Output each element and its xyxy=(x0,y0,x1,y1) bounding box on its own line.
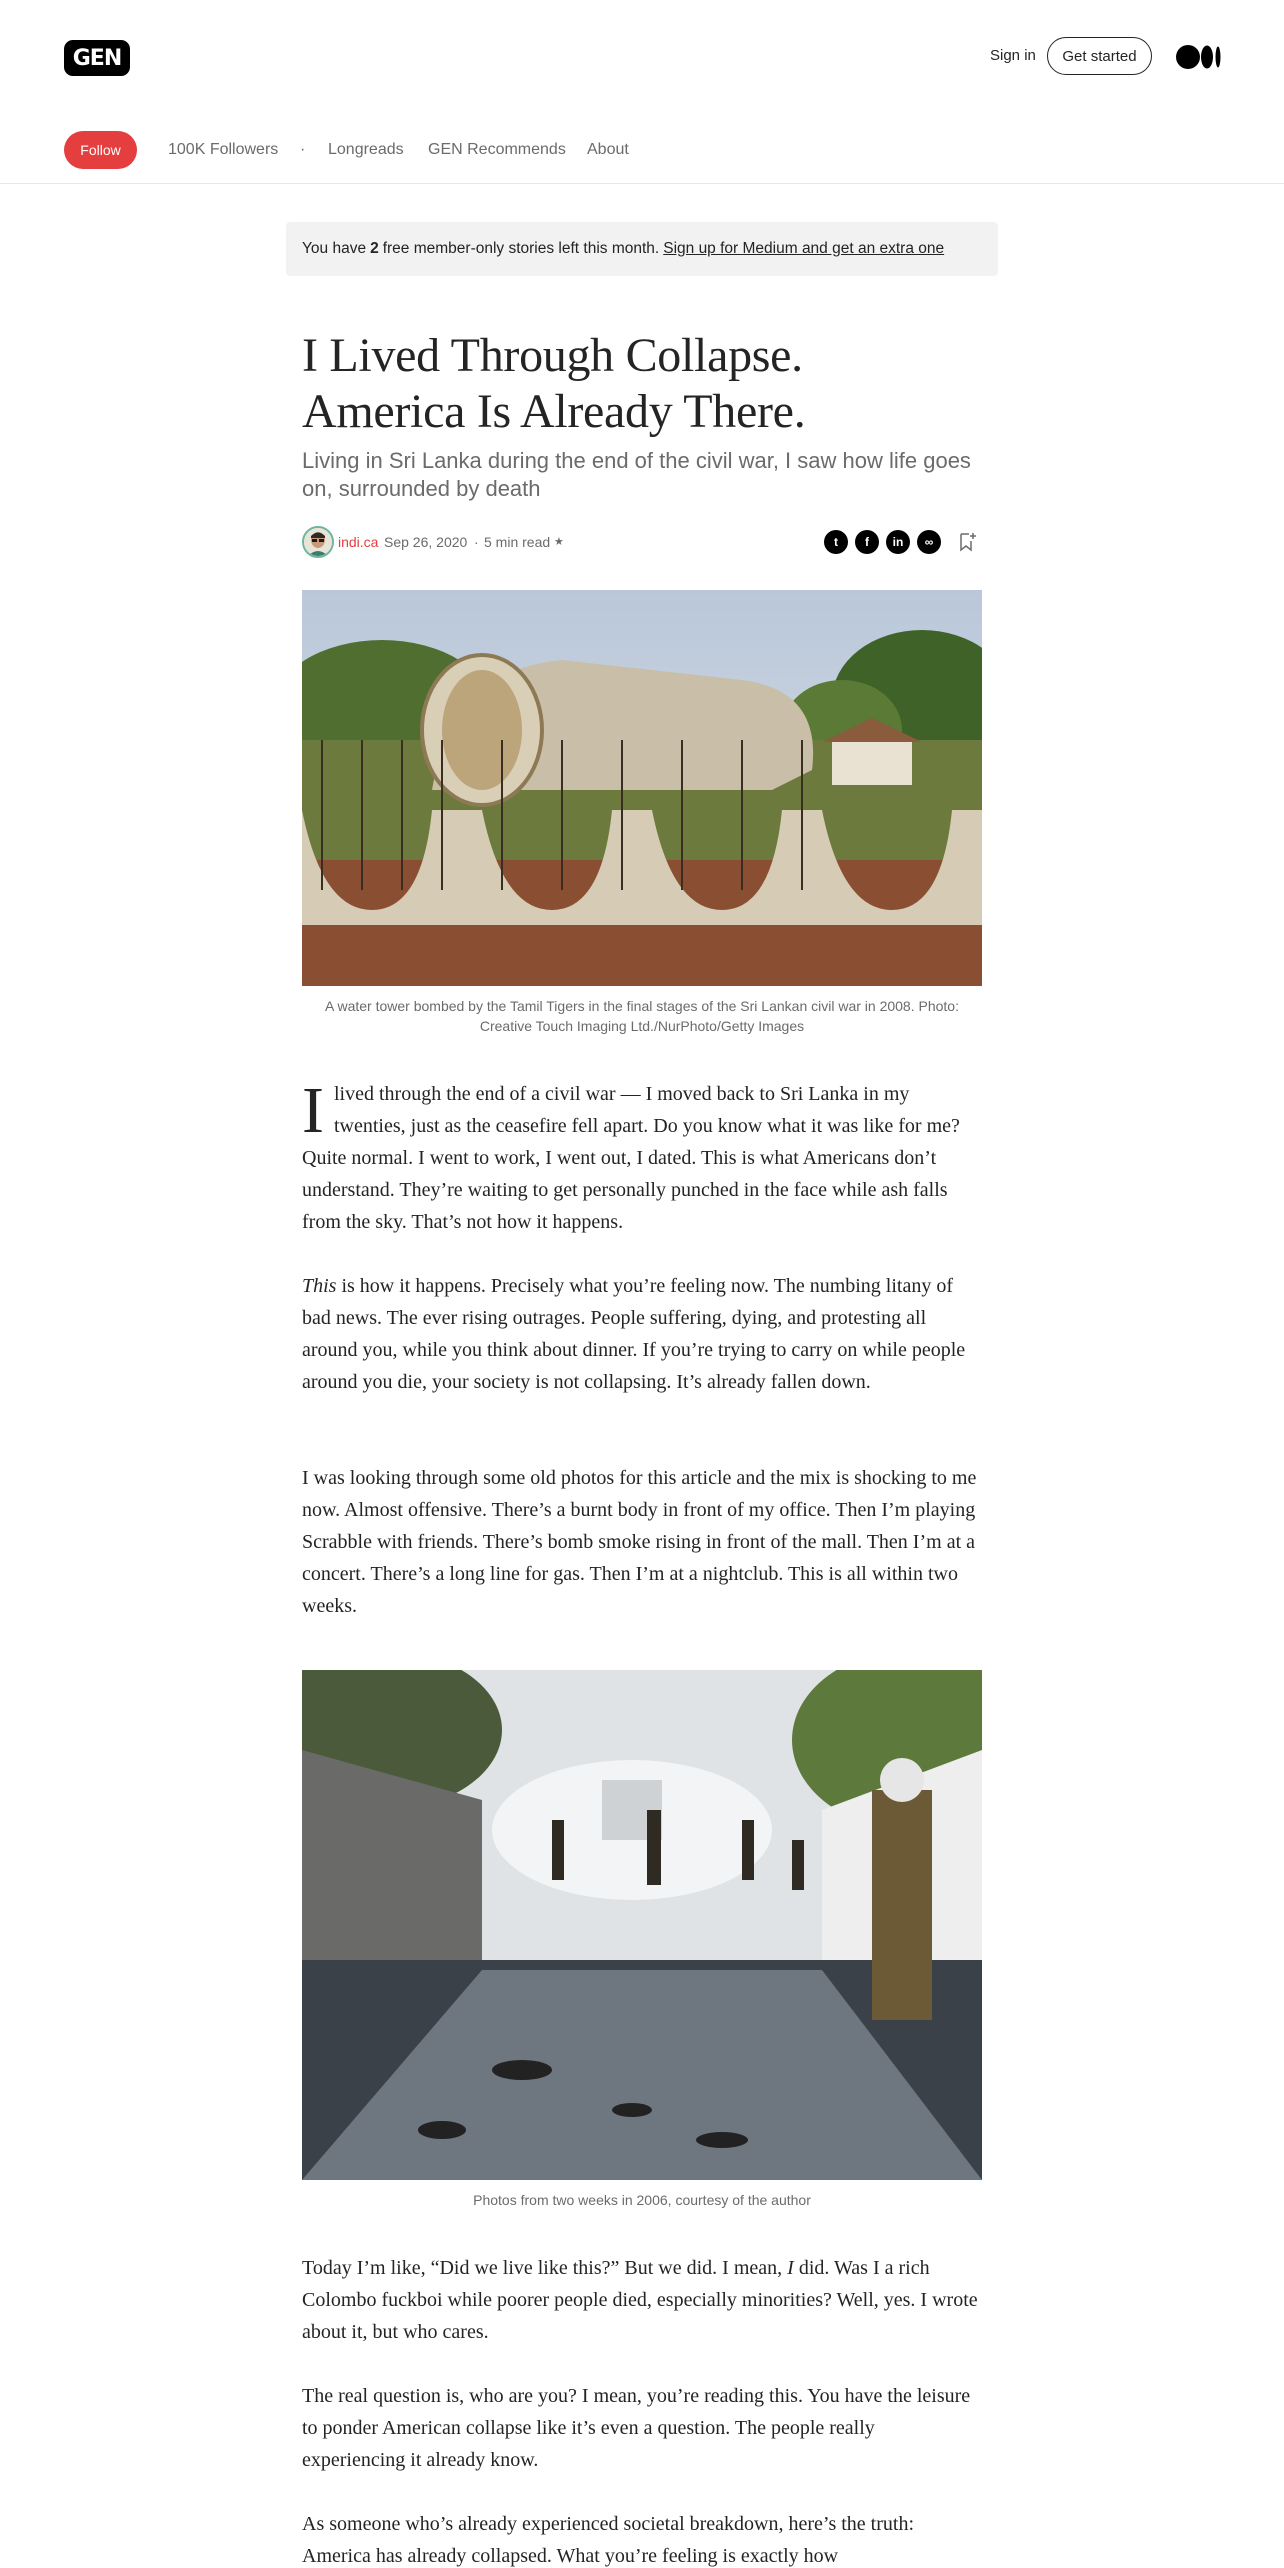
link-icon[interactable]: ∞ xyxy=(917,530,941,554)
top-header xyxy=(0,0,1284,112)
twitter-icon[interactable]: t xyxy=(824,530,848,554)
article-subtitle: Living in Sri Lanka during the end of the civil war, I saw how life goes on, surrounded by death xyxy=(302,448,971,501)
paragraph-4-text-a: Today I’m like, “Did we live like this?” But we did. I mean, xyxy=(302,2257,788,2279)
hero-caption: A water tower bombed by the Tamil Tigers in the final stages of the Sri Lankan civil war in 2008. Photo: Creative Touch Imaging Ltd./NurPhoto/Getty Images xyxy=(325,998,959,1034)
water-tower-illustration xyxy=(302,590,982,986)
photo2-caption: Photos from two weeks in 2006, courtesy of the author xyxy=(473,2192,811,2208)
bookmark-icon[interactable] xyxy=(955,530,979,554)
banner-prefix: You have xyxy=(302,240,367,257)
get-started-button[interactable]: Get started xyxy=(1047,37,1152,75)
nav-item-about[interactable]: About xyxy=(587,141,629,158)
gen-logo[interactable]: GEN xyxy=(64,40,130,76)
sign-in-link[interactable]: Sign in xyxy=(990,47,1036,64)
medium-logo-icon[interactable] xyxy=(1176,44,1222,70)
paragraph-2-text: is how it happens. Precisely what you’re feeling now. The numbing litany of bad news. The ever rising outrages. People suffering, dying, and protesting all around you, while you think about dinner. If you’re trying to carry on while people around you die, your society is not collapsing. It’s already fallen down. xyxy=(302,1275,966,1393)
sign-up-link[interactable]: Sign up for Medium and get an extra one xyxy=(663,240,945,257)
paragraph-4-emphasis: I xyxy=(787,2257,794,2279)
publication-nav xyxy=(0,128,1284,184)
linkedin-icon[interactable]: in xyxy=(886,530,910,554)
paragraph-4-text-b: did. Was I a rich Colombo fuckboi while poorer people died, especially minorities? Well, yes. I wrote about it, but who cares. xyxy=(302,2257,978,2343)
member-stories-banner xyxy=(286,222,998,276)
read-time: 5 min read xyxy=(484,534,551,550)
followers-count[interactable]: 100K Followers xyxy=(168,141,279,158)
publish-date[interactable]: Sep 26, 2020 xyxy=(384,534,468,550)
title-line-2: America Is Already There. xyxy=(302,385,806,438)
nav-separator: · xyxy=(300,141,306,158)
article-title xyxy=(302,328,992,440)
nav-item-gen-recommends[interactable]: GEN Recommends xyxy=(428,141,566,158)
title-line-1: I Lived Through Collapse. xyxy=(302,329,803,382)
meta-separator: · xyxy=(474,534,479,550)
nav-item-longreads[interactable]: Longreads xyxy=(328,141,404,158)
banner-count: 2 xyxy=(370,240,379,257)
author-avatar[interactable] xyxy=(302,526,334,558)
banner-suffix: free member-only stories left this month. xyxy=(382,240,660,257)
paragraph-6: As someone who’s already experienced societal breakdown, here’s the truth: America has already collapsed. What you’re feeling is exactly how xyxy=(302,2513,915,2567)
paragraph-1 xyxy=(302,1074,982,1238)
paragraph-5: The real question is, who are you? I mean, you’re reading this. You have the leisure to ponder American collapse like it’s even a question. The people really experiencing it already know. xyxy=(302,2385,971,2471)
paragraph-1-text: lived through the end of a civil war — I moved back to Sri Lanka in my twenties, just as the ceasefire fell apart. Do you know what it was like for me? Quite normal. I went to work, I went out, I dated. This is what Americans don’t understand. They’re waiting to get personally punched in the face while ash falls from the sky. That’s not how it happens. xyxy=(302,1083,960,1233)
street-scene-illustration xyxy=(302,1670,982,2180)
follow-button[interactable]: Follow xyxy=(64,131,137,169)
member-star-icon: ★ xyxy=(554,536,564,548)
article-meta xyxy=(302,526,982,558)
author-name-link[interactable]: indi.ca xyxy=(338,534,379,550)
facebook-icon[interactable]: f xyxy=(855,530,879,554)
paragraph-4 xyxy=(302,2252,982,2348)
paragraph-2 xyxy=(302,1270,982,1398)
avatar-face-icon xyxy=(304,528,332,556)
drop-cap: I xyxy=(302,1074,324,1147)
street-bombing-photo xyxy=(302,1670,982,2180)
hero-image xyxy=(302,590,982,986)
paragraph-2-emphasis: This xyxy=(302,1275,337,1297)
paragraph-3: I was looking through some old photos for this article and the mix is shocking to me now. Almost offensive. There’s a burnt body in front of my office. Then I’m playing Scrabble with friends. There’s bomb smoke rising in front of the mall. Then I’m at a concert. There’s a long line for gas. Then I’m at a nightclub. This is all within two weeks. xyxy=(302,1467,977,1617)
